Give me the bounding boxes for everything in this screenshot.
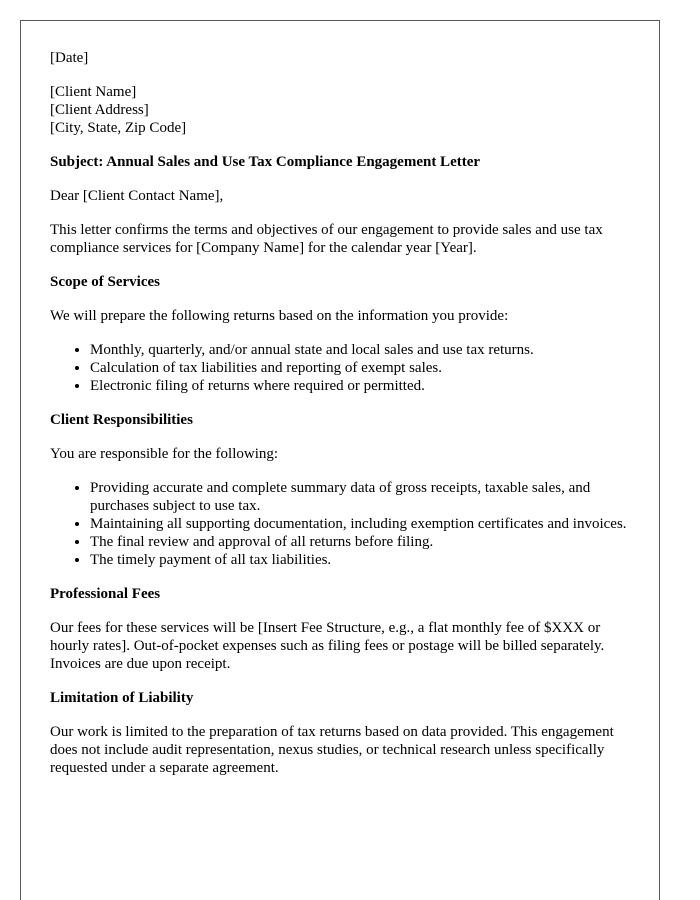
list-item: • Monthly, quarterly, and/or annual state and local sales and use tax returns.	[90, 341, 630, 359]
letter-page	[20, 20, 660, 900]
letter-content	[50, 49, 630, 793]
list-item: • Maintaining all supporting documentation, including exemption certificates and invoices.	[90, 515, 630, 533]
responsibilities-list	[50, 479, 630, 569]
client-name: [Client Name]	[50, 84, 137, 100]
letter-subject: Subject: Annual Sales and Use Tax Compliance Engagement Letter	[50, 154, 481, 170]
list-item: • The final review and approval of all returns before filing.	[90, 533, 630, 551]
list-item: • Electronic filing of returns where required or permitted.	[90, 377, 630, 395]
list-item: • The timely payment of all tax liabilities.	[90, 551, 630, 569]
list-item: • Providing accurate and complete summary data of gross receipts, taxable sales, and purchases subject to use tax.	[90, 479, 630, 515]
client-city-state-zip: [City, State, Zip Code]	[50, 120, 187, 136]
scope-heading: Scope of Services	[50, 274, 160, 290]
responsibilities-lead: You are responsible for the following:	[50, 446, 279, 462]
intro-paragraph: This letter confirms the terms and objectives of our engagement to provide sales and use tax compliance services for [Company Name] for the calendar year [Year].	[50, 222, 603, 256]
fees-heading: Professional Fees	[50, 586, 161, 602]
salutation: Dear [Client Contact Name],	[50, 188, 224, 204]
liability-paragraph: Our work is limited to the preparation of tax returns based on data provided. This engagement does not include audit representation, nexus studies, or technical research unless specifically requested under a separate agreement.	[50, 724, 614, 776]
liability-heading: Limitation of Liability	[50, 690, 194, 706]
fees-paragraph: Our fees for these services will be [Insert Fee Structure, e.g., a flat monthly fee of $XXX or hourly rates]. Out-of-pocket expenses such as filing fees or postage will be billed separately. Invoices are due upon receipt.	[50, 620, 605, 672]
responsibilities-heading: Client Responsibilities	[50, 412, 193, 428]
letter-date: [Date]	[50, 50, 89, 66]
scope-list	[50, 341, 630, 395]
list-item: • Calculation of tax liabilities and reporting of exempt sales.	[90, 359, 630, 377]
client-address: [Client Address]	[50, 102, 149, 118]
scope-lead: We will prepare the following returns based on the information you provide:	[50, 308, 509, 324]
client-address-block	[50, 83, 630, 137]
